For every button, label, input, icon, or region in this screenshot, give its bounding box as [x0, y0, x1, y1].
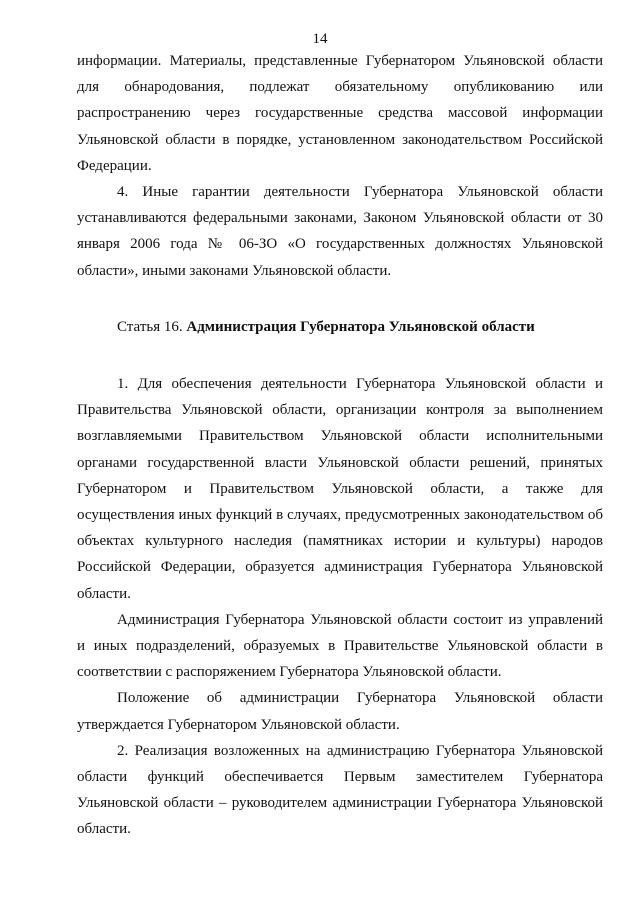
page-number: 14 [312, 31, 328, 47]
paragraph-continuation: информации. Материалы, представленные Губернатором Ульяновской области для обнародования, подлежат обязательному опубликованию или распространению через государственные средства массовой информации Ульяновской области в порядке, установленном законодательством Российской Федерации. [77, 53, 603, 174]
paragraph-regulation: Положение об администрации Губернатора Ульяновской области утверждается Губернатором Ульяновской области. [77, 690, 603, 733]
paragraph-item-4: 4. Иные гарантии деятельности Губернатора Ульяновской области устанавливаются федеральными законами, Законом Ульяновской области от 30 января 2006 года № 06-ЗО «О государственных должностях Ульяновской области», иными законами Ульяновской области. [77, 184, 603, 279]
article-label: Статья 16. [117, 318, 183, 335]
article-title: Администрация Губернатора Ульяновской области [186, 318, 535, 335]
paragraph-article-item-1: 1. Для обеспечения деятельности Губернатора Ульяновской области и Правительства Ульяновской области, организации контроля за выполнением возглавляемыми Правительством Ульяновской области исполнительными органами государственной власти Ульяновской области решений, принятых Губернатором и Правительством Ульяновской области, а также для осуществления иных функций в случаях, предусмотренных законодательством об объектах культурного наследия (памятниках истории и культуры) народов Российской Федерации, образуется администрация Губернатора Ульяновской области. [77, 376, 603, 602]
document-body [77, 48, 603, 843]
article-heading [77, 314, 603, 340]
paragraph-administration-structure: Администрация Губернатора Ульяновской области состоит из управлений и иных подразделений, образуемых в Правительстве Ульяновской области в соответствии с распоряжением Губернатора Ульяновской области. [77, 611, 603, 681]
paragraph-article-item-2: 2. Реализация возложенных на администрацию Губернатора Ульяновской области функций обеспечивается Первым заместителем Губернатора Ульяновской области – руководителем администрации Губернатора Ульяновской области. [77, 742, 603, 838]
